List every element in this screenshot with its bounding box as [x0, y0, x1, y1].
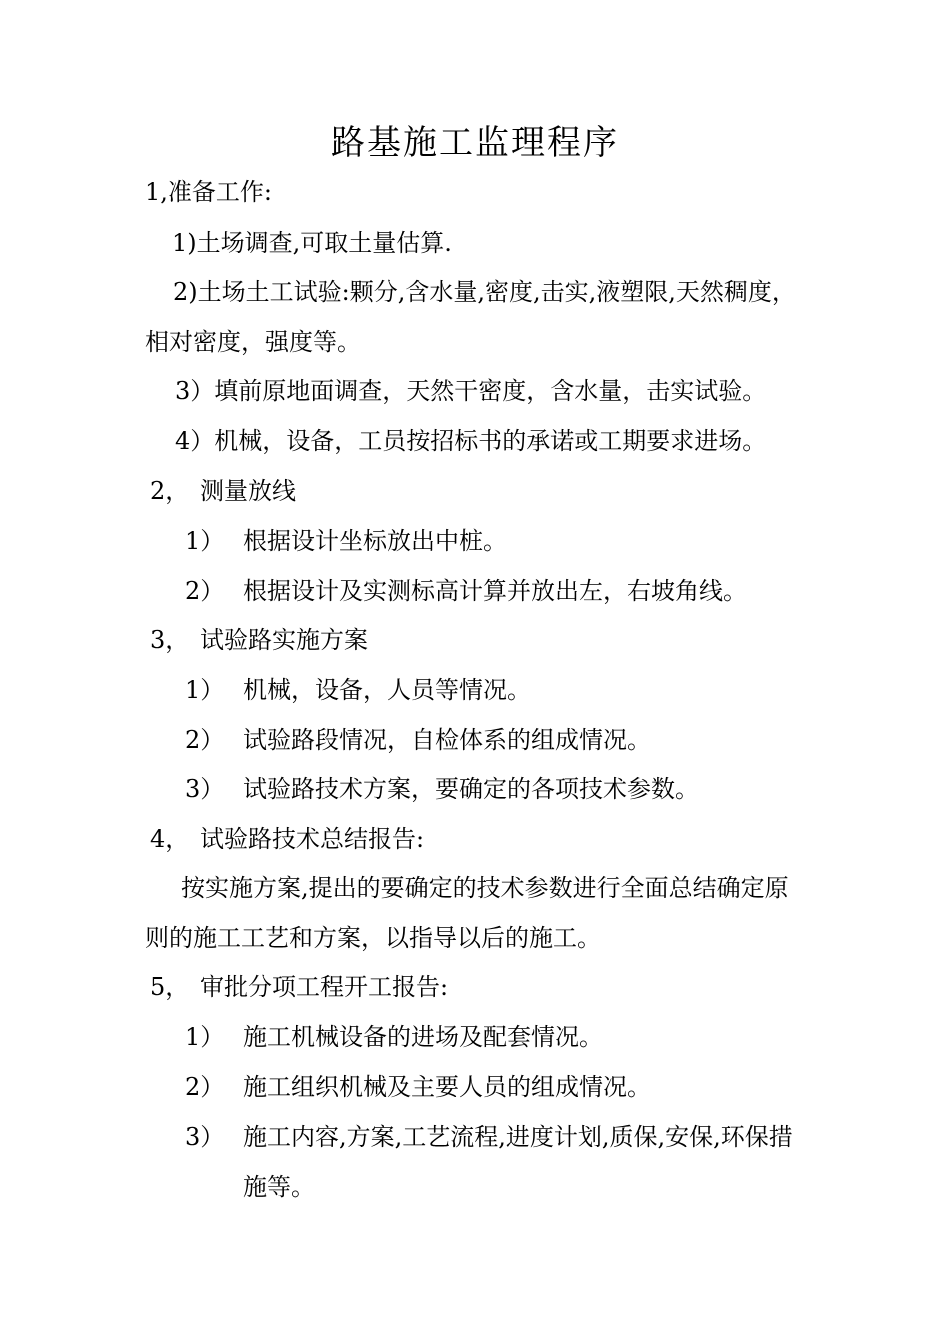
section-1-item-1: 1)土场调查,可取土量估算. — [172, 229, 452, 257]
section-2-heading — [150, 474, 296, 508]
section-2-item-2-number: 2） — [185, 577, 225, 605]
section-3-item-2-text: 试验路段情况，自检体系的组成情况。 — [243, 726, 651, 754]
section-1-item-2: 2)土场土工试验:颗分,含水量,密度,击实,液塑限,天然稠度，相对密度，强度等。 — [145, 278, 796, 356]
section-5-heading — [150, 970, 448, 1004]
section-1-item-4: 4）机械，设备，工员按招标书的承诺或工期要求进场。 — [175, 427, 767, 455]
section-3-item-2 — [185, 723, 651, 757]
section-5-item-2 — [185, 1070, 651, 1104]
section-3-title: 试验路实施方案 — [200, 626, 368, 654]
section-1-heading: 1,准备工作: — [145, 178, 272, 206]
section-2-item-1-text: 根据设计坐标放出中桩。 — [243, 527, 507, 555]
section-3-heading — [150, 623, 368, 657]
section-5-item-3-text — [243, 1112, 813, 1212]
section-2-number: 2， — [150, 477, 190, 505]
section-2-item-2-text: 根据设计及实测标高计算并放出左，右坡角线。 — [243, 577, 747, 605]
section-4-paragraph: 按实施方案,提出的要确定的技术参数进行全面总结确定原则的施工工艺和方案，以指导以后的施工。 — [145, 874, 789, 952]
section-5-item-3-number: 3） — [185, 1123, 225, 1151]
section-1-item-3: 3）填前原地面调查，天然干密度，含水量，击实试验。 — [175, 377, 767, 405]
section-5-item-3-text-content: 施工内容,方案,工艺流程,进度计划,质保,安保,环保措施等。 — [243, 1123, 793, 1201]
page-title: 路基施工监理程序 — [331, 123, 619, 163]
section-2-item-1-number: 1） — [185, 527, 225, 555]
section-3-item-3-number: 3） — [185, 775, 225, 803]
section-4-heading — [150, 822, 424, 856]
section-4-title: 试验路技术总结报告: — [200, 825, 425, 853]
section-3-item-3 — [185, 772, 699, 806]
section-3-number: 3， — [150, 626, 190, 654]
section-5-item-2-number: 2） — [185, 1073, 225, 1101]
section-5-item-2-text: 施工组织机械及主要人员的组成情况。 — [243, 1073, 651, 1101]
section-3-item-3-text: 试验路技术方案，要确定的各项技术参数。 — [243, 775, 699, 803]
section-5-item-1 — [185, 1020, 603, 1054]
section-2-item-2 — [185, 574, 747, 608]
section-4-number: 4， — [150, 825, 190, 853]
section-5-item-1-text: 施工机械设备的进场及配套情况。 — [243, 1023, 603, 1051]
section-2-item-1 — [185, 524, 507, 558]
section-5-number: 5， — [150, 973, 190, 1001]
section-3-item-1-number: 1） — [185, 676, 225, 704]
section-5-item-1-number: 1） — [185, 1023, 225, 1051]
section-3-item-1-text: 机械，设备，人员等情况。 — [243, 676, 531, 704]
section-3-item-1 — [185, 673, 531, 707]
section-3-item-2-number: 2） — [185, 726, 225, 754]
section-5-title: 审批分项工程开工报告: — [200, 973, 449, 1001]
section-2-title: 测量放线 — [200, 477, 296, 505]
